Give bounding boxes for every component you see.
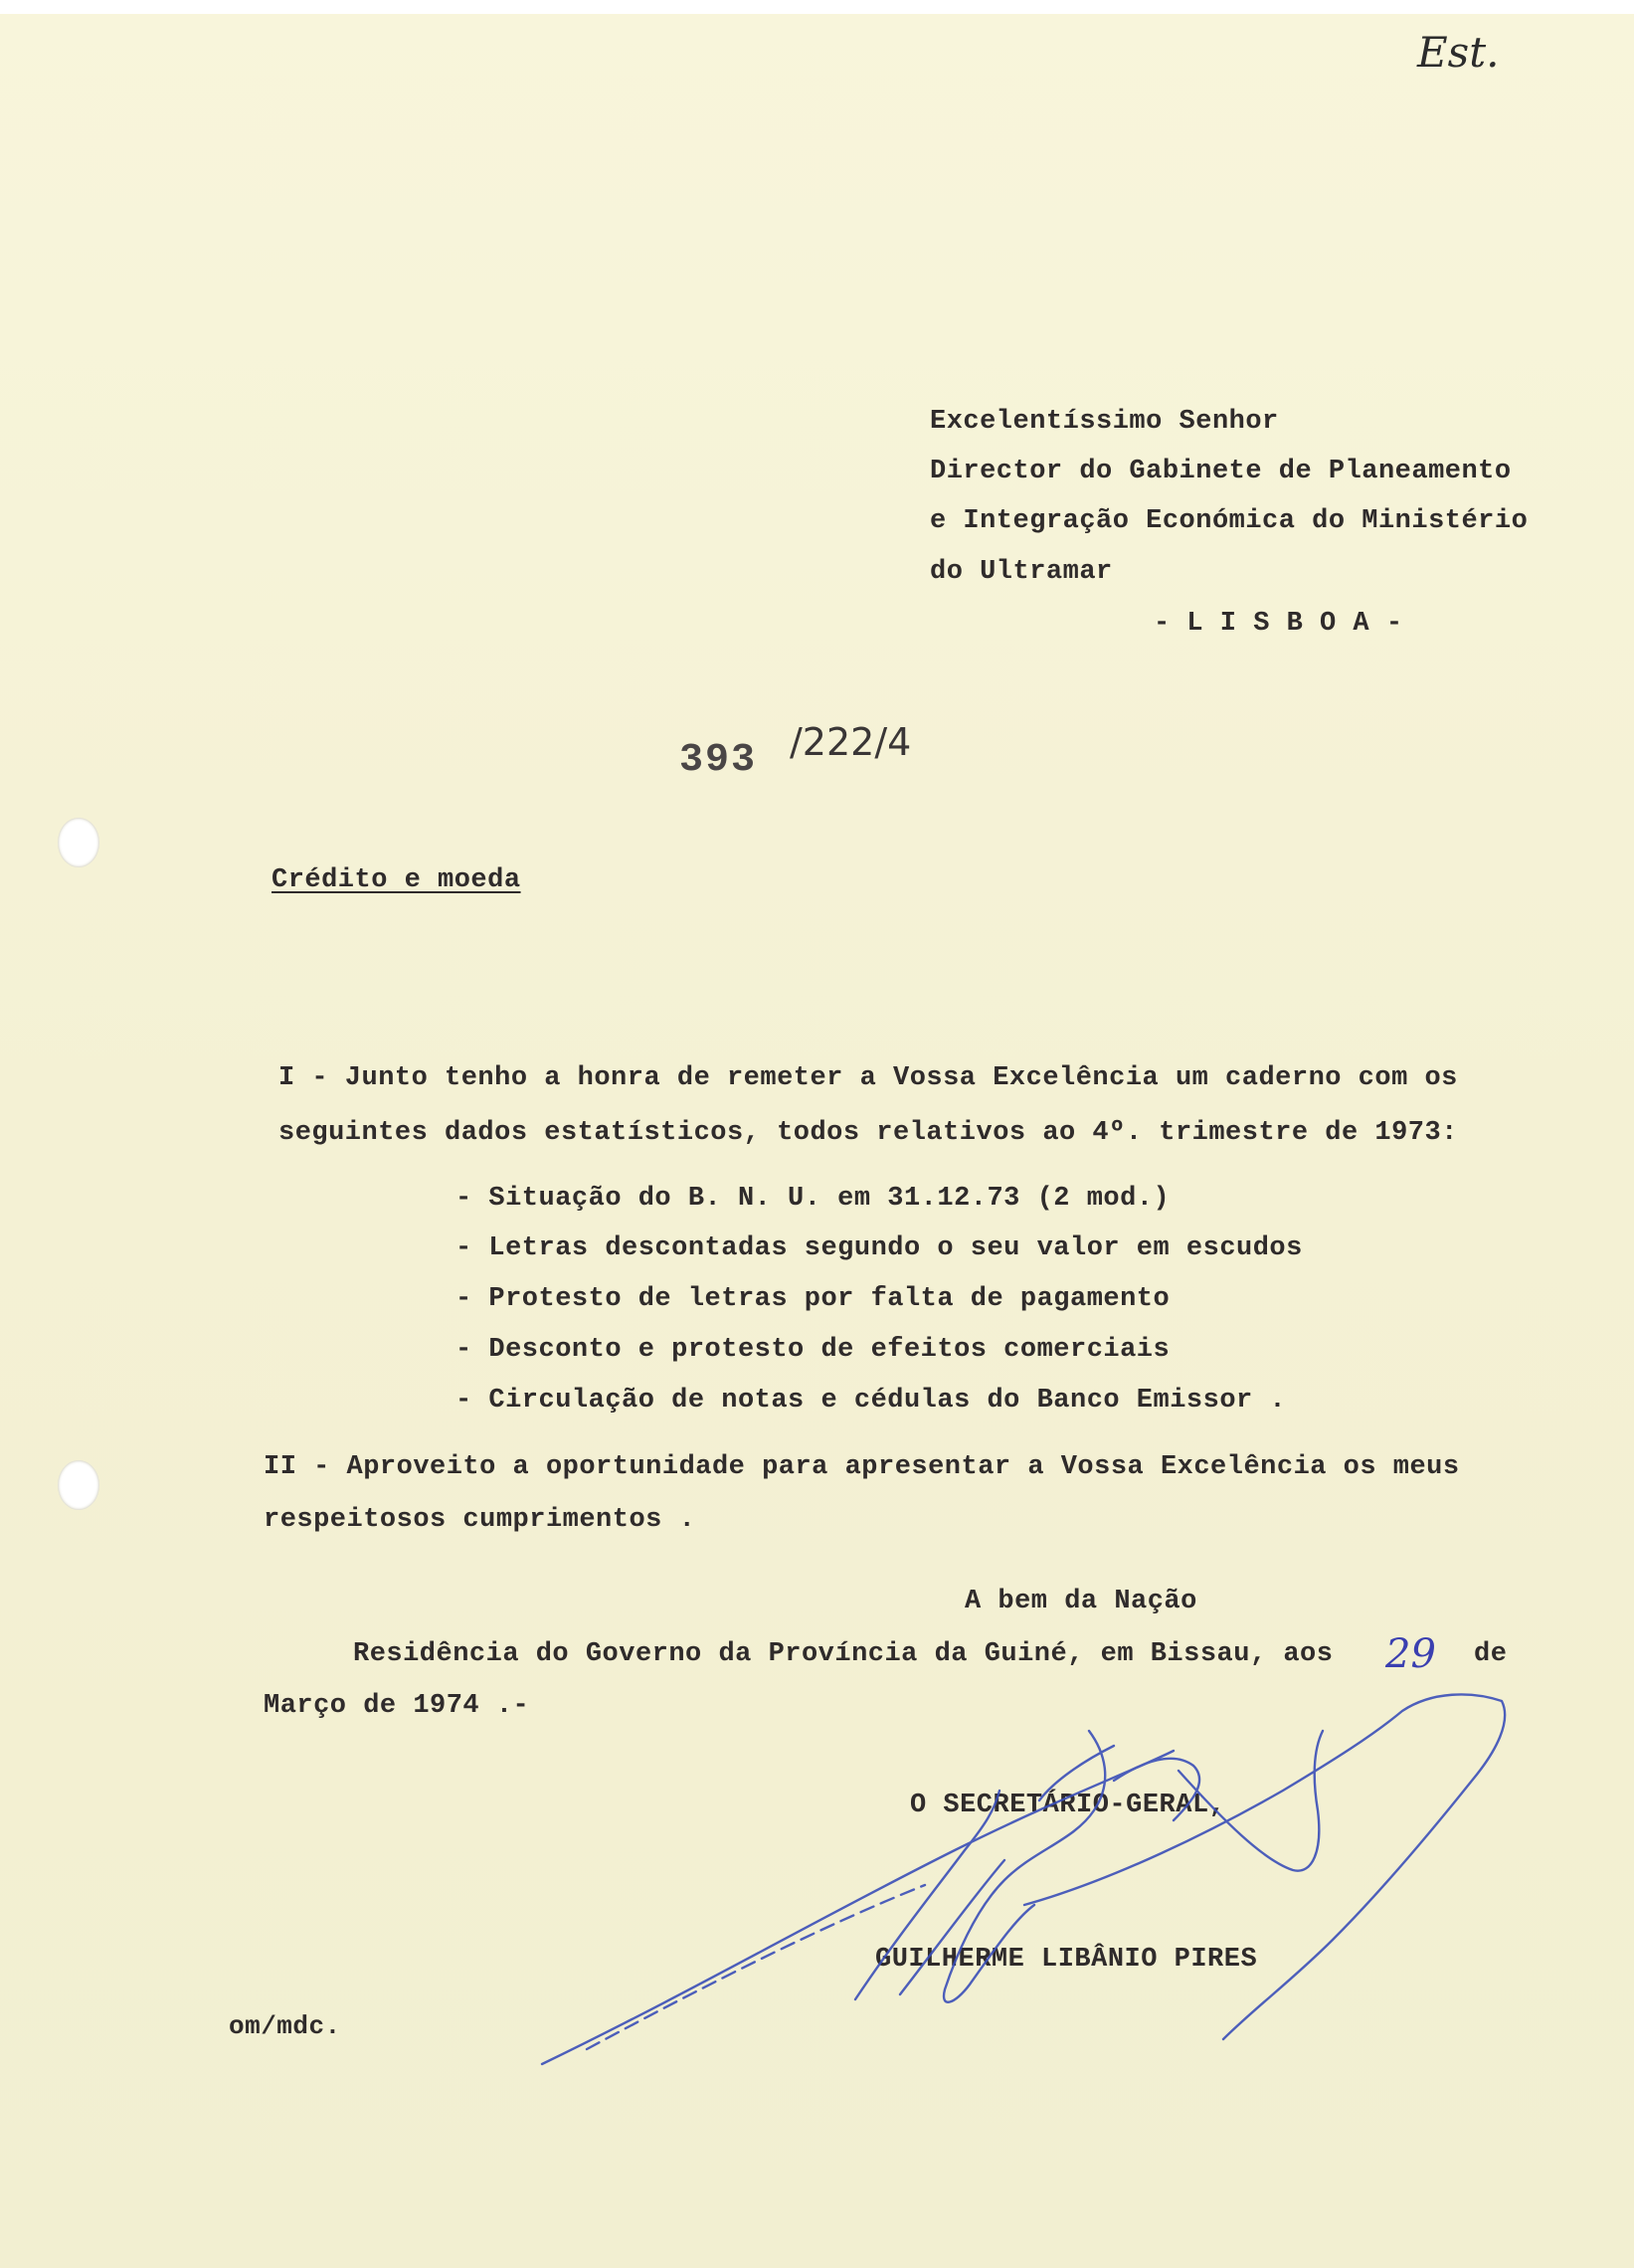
- reference-number: 393: [679, 738, 758, 783]
- list-item: - Situação do B. N. U. em 31.12.73 (2 mod.): [455, 1184, 1171, 1214]
- handwritten-day: 29: [1385, 1631, 1436, 1677]
- body-paragraph-1-line-2: seguintes dados estatísticos, todos relativos ao 4º. trimestre de 1973:: [278, 1118, 1458, 1148]
- signatory-name: GUILHERME LIBÂNIO PIRES: [875, 1945, 1258, 1975]
- handwritten-annotation: Est.: [1417, 28, 1500, 77]
- body-paragraph-2-line-2: respeitosos cumprimentos .: [264, 1505, 696, 1535]
- recipient-line-3: e Integração Económica do Ministério: [930, 506, 1529, 536]
- typist-initials: om/mdc.: [229, 2011, 341, 2041]
- signatory-title: O SECRETÁRIO-GERAL,: [910, 1791, 1226, 1820]
- closing-date-line-2: Março de 1974 .-: [264, 1691, 530, 1721]
- body-paragraph-2-line-1: II - Aproveito a oportunidade para apresentar a Vossa Excelência os meus: [264, 1452, 1460, 1482]
- closing-motto: A bem da Nação: [965, 1587, 1197, 1616]
- subject-heading: Crédito e moeda: [272, 865, 521, 895]
- body-paragraph-1-line-1: I - Junto tenho a honra de remeter a Vossa Excelência um caderno com os: [278, 1063, 1458, 1093]
- list-item: - Protesto de letras por falta de pagamento: [455, 1284, 1171, 1314]
- recipient-line-2: Director do Gabinete de Planeamento: [930, 457, 1512, 486]
- closing-place-line: Residência do Governo da Província da Guiné, em Bissau, aos: [353, 1639, 1334, 1669]
- closing-de: de: [1474, 1639, 1508, 1669]
- list-item: - Circulação de notas e cédulas do Banco Emissor .: [455, 1386, 1287, 1416]
- list-item: - Letras descontadas segundo o seu valor em escudos: [455, 1233, 1303, 1263]
- reference-suffix: /222/4: [790, 720, 912, 764]
- list-item: - Desconto e protesto de efeitos comerciais: [455, 1335, 1171, 1365]
- recipient-line-4: do Ultramar: [930, 557, 1113, 587]
- recipient-city: - L I S B O A -: [1154, 609, 1403, 639]
- recipient-line-1: Excelentíssimo Senhor: [930, 407, 1279, 437]
